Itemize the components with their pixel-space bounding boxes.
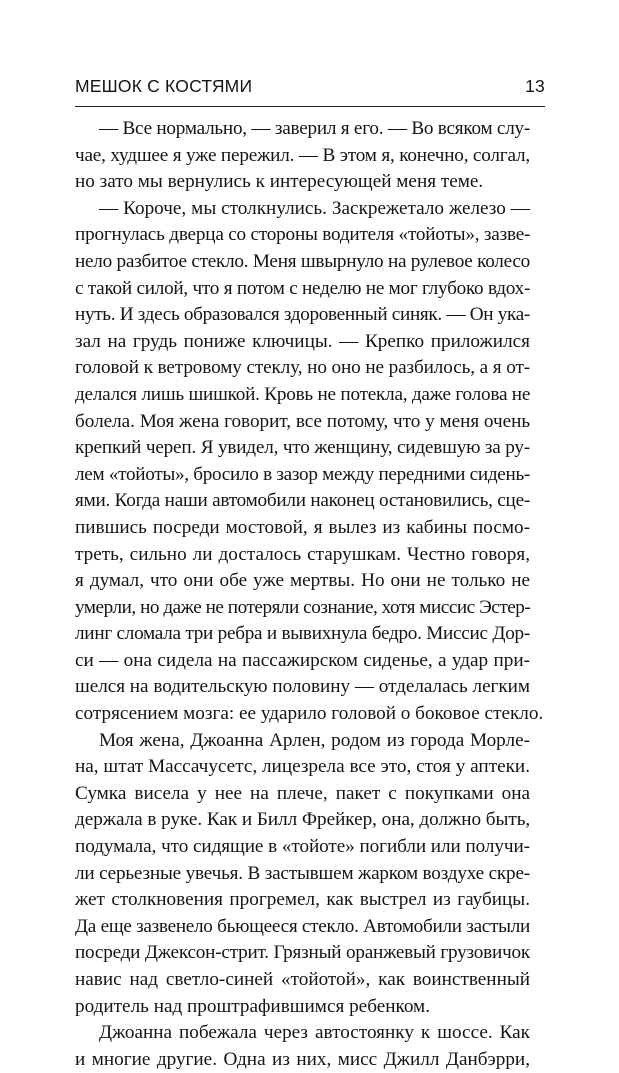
body-text bbox=[75, 116, 544, 1073]
text-line: я думал, что они обе уже мертвы. Но они не только не bbox=[75, 570, 530, 592]
text-line: Моя жена, Джоанна Арлен, родом из города Морле- bbox=[99, 729, 530, 751]
text-line: чае, худшее я уже пережил. — В этом я, конечно, солгал, bbox=[75, 144, 531, 166]
book-title: МЕШОК С КОСТЯМИ bbox=[75, 76, 253, 96]
running-head bbox=[75, 76, 545, 102]
text-line: сотрясением мозга: ее ударило головой о боковое стекло. bbox=[75, 703, 544, 725]
text-line: но зато мы вернулись к интересующей меня теме. bbox=[75, 171, 484, 193]
text-line: навис над светло-синей «тойотой», как воинственный bbox=[75, 969, 530, 990]
text-line: пившись посреди мостовой, я вылез из кабины посмо- bbox=[75, 516, 530, 538]
text-line: ями. Когда наши автомобили наконец остановились, сце- bbox=[75, 490, 530, 512]
text-line: лем «тойоты», бросило в зазор между передними сидень- bbox=[75, 463, 530, 485]
text-line: си — она сидела на пассажирском сиденье, а удар при- bbox=[75, 649, 530, 671]
text-line: Да еще зазвенело бьющееся стекло. Автомобили застыли bbox=[75, 915, 530, 937]
text-line: умерли, но даже не потеряли сознание, хотя миссис Эстер- bbox=[75, 596, 531, 618]
text-line: зал на грудь пониже ключицы. — Крепко приложился bbox=[75, 330, 530, 352]
text-line: треть, сильно ли досталось старушкам. Честно говоря, bbox=[75, 543, 530, 565]
text-line: шелся на водительскую половину — отделалась легким bbox=[75, 676, 530, 698]
text-line: ли серьезные увечья. В застывшем жарком воздухе скре- bbox=[75, 862, 530, 884]
text-line: линг сломала три ребра и вывихнула бедро. Миссис Дор- bbox=[75, 623, 530, 645]
text-line: Сумка висела у нее на плече, пакет с покупками она bbox=[75, 782, 530, 804]
text-line: головой к ветровому стеклу, но оно не разбилось, а я от- bbox=[75, 357, 530, 379]
text-line: с такой силой, что я потом с неделю не мог глубоко вдох- bbox=[75, 277, 531, 299]
text-line: на, штат Массачусетс, лицезрела все это, стоя у аптеки. bbox=[75, 756, 530, 778]
text-line: жет столкновения прогремел, как выстрел из гаубицы. bbox=[75, 889, 530, 911]
header-rule bbox=[75, 106, 545, 107]
text-line: — Все нормально, — заверил я его. — Во всяком слу- bbox=[99, 118, 531, 139]
page-number: 13 bbox=[525, 76, 545, 96]
text-line: — Короче, мы столкнулись. Заскрежетало железо — bbox=[99, 197, 530, 219]
text-line: держала в руке. Как и Билл Фрейкер, она, должно быть, bbox=[75, 809, 531, 831]
text-line: родитель над проштрафившимся ребенком. bbox=[75, 995, 430, 1017]
text-line: болела. Моя жена говорит, все потому, что у меня очень bbox=[75, 410, 531, 432]
text-line: делался лишь шишкой. Кровь не потекла, даже голова не bbox=[75, 383, 531, 405]
text-line: крепкий череп. Я увидел, что женщину, сидевшую за ру- bbox=[75, 437, 530, 459]
text-line: Джоанна побежала через автостоянку к шоссе. Как bbox=[99, 1022, 530, 1044]
text-line: нело разбитое стекло. Меня швырнуло на рулевое колесо bbox=[75, 250, 530, 272]
text-line: нуть. И здесь образовался здоровенный синяк. — Он ука- bbox=[75, 304, 530, 326]
text-line: и многие другие. Одна из них, мисс Джилл Данбэрри, bbox=[75, 1048, 530, 1070]
text-line: прогнулась дверца со стороны водителя «тойоты», зазве- bbox=[75, 224, 531, 246]
text-line: посреди Джексон-стрит. Грязный оранжевый грузовичок bbox=[75, 942, 530, 964]
text-line: подумала, что сидящие в «тойоте» погибли или получи- bbox=[75, 836, 530, 858]
